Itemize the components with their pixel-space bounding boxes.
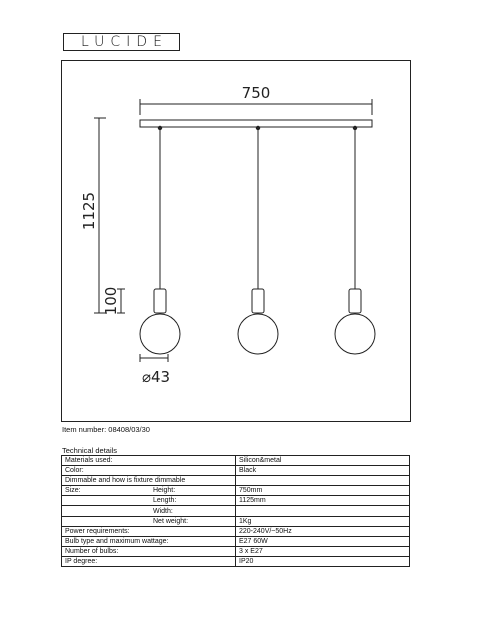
spec-sublabel: Length: <box>150 496 236 506</box>
spec-label: Power requirements: <box>62 526 151 536</box>
spec-value: IP20 <box>236 556 410 566</box>
spec-label <box>62 496 151 506</box>
table-row <box>62 546 410 556</box>
canopy-bar <box>140 120 372 127</box>
technical-drawing <box>61 60 411 422</box>
spec-label <box>62 506 151 516</box>
drawing-svg <box>62 61 412 423</box>
spec-sublabel <box>150 556 236 566</box>
spec-value: 3 x E27 <box>236 546 410 556</box>
spec-value: 750mm <box>236 486 410 496</box>
spec-value <box>236 476 410 486</box>
spec-label <box>62 516 151 526</box>
spec-sublabel: Net weight: <box>150 516 236 526</box>
bulb-2 <box>238 314 278 354</box>
table-row <box>62 486 410 496</box>
table-row <box>62 466 410 476</box>
spec-sublabel <box>150 456 236 466</box>
table-row <box>62 516 410 526</box>
spec-value: 1Kg <box>236 516 410 526</box>
lucide-logo <box>63 33 180 51</box>
table-row <box>62 496 410 506</box>
cable-mount-1 <box>158 126 162 130</box>
cable-mount-3 <box>353 126 357 130</box>
spec-sublabel <box>150 546 236 556</box>
lamp-holder-3 <box>349 289 361 313</box>
spec-label: Color: <box>62 466 151 476</box>
lamp-holder-1 <box>154 289 166 313</box>
specs-table <box>61 455 410 567</box>
table-row <box>62 456 410 466</box>
spec-value: 220-240V/~50Hz <box>236 526 410 536</box>
spec-label: IP degree: <box>62 556 151 566</box>
spec-value <box>236 506 410 516</box>
spec-sublabel: Height: <box>150 486 236 496</box>
lamp-holder-2 <box>252 289 264 313</box>
spec-sublabel <box>150 526 236 536</box>
spec-value: Black <box>236 466 410 476</box>
spec-value: E27 60W <box>236 536 410 546</box>
spec-label: Number of bulbs: <box>62 546 151 556</box>
bulb-3 <box>335 314 375 354</box>
spec-label: Materials used: <box>62 456 151 466</box>
width-label: 750 <box>241 84 271 102</box>
table-row <box>62 476 410 486</box>
spec-label: Dimmable and how is fixture dimmable <box>62 476 236 486</box>
spec-label: Bulb type and maximum wattage: <box>62 536 151 546</box>
spec-sublabel: Width: <box>150 506 236 516</box>
table-row <box>62 536 410 546</box>
logo-text: LUCIDE <box>81 34 168 50</box>
spec-value: Silicon&metal <box>236 456 410 466</box>
cable-mount-2 <box>256 126 260 130</box>
table-row <box>62 506 410 516</box>
holder-label: 100 <box>102 286 120 316</box>
spec-label: Size: <box>62 486 151 496</box>
bulb-1 <box>140 314 180 354</box>
spec-value: 1125mm <box>236 496 410 506</box>
item-number: Item number: 08408/03/30 <box>62 425 150 434</box>
table-row <box>62 556 410 566</box>
height-label: 1125 <box>80 191 98 231</box>
spec-sublabel <box>150 466 236 476</box>
diameter-label: ⌀43 <box>141 368 171 386</box>
table-row <box>62 526 410 536</box>
technical-details-title: Technical details <box>62 446 118 455</box>
